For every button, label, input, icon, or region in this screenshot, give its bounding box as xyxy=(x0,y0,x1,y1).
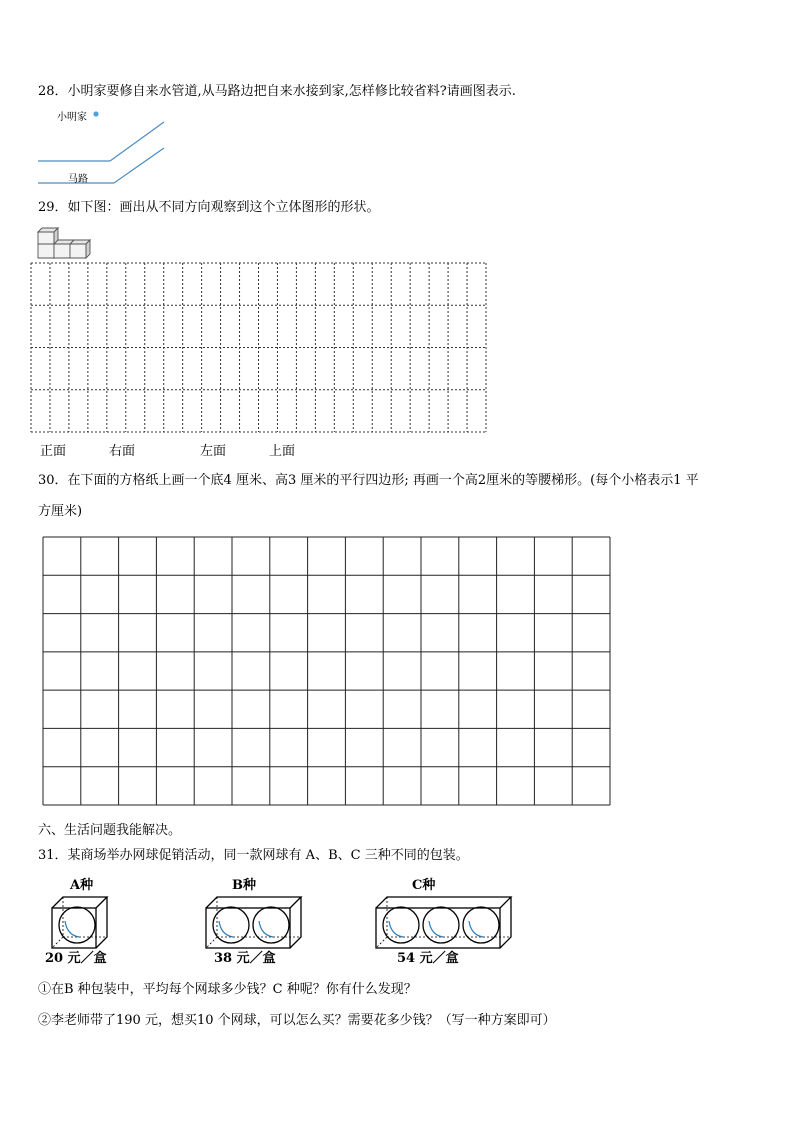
tennis-ball xyxy=(463,907,499,943)
q28-diagram xyxy=(30,106,180,190)
q28-text: 28．小明家要修自来水管道,从马路边把自来水接到家,怎样修比较省料?请画图表示. xyxy=(38,84,516,99)
q29-text: 29．如下图：画出从不同方向观察到这个立体图形的形状。 xyxy=(38,200,380,215)
package-b-title: B种 xyxy=(232,878,256,893)
package-a-price: 20 元／盒 xyxy=(45,951,107,966)
package-box-1 xyxy=(206,897,301,948)
package-c-price: 54 元／盒 xyxy=(397,951,459,966)
view-label-front: 正面 xyxy=(40,444,67,459)
view-label-top: 上面 xyxy=(269,444,296,459)
q30-text-line2: 方厘米) xyxy=(38,504,83,519)
tennis-ball xyxy=(59,907,95,943)
q30-text-line1: 30．在下面的方格纸上画一个底4 厘米、高3 厘米的平行四边形; 再画一个高2厘米的等腰梯形。(每个小格表示1 平 xyxy=(38,473,699,488)
q31-sub2: ②李老师带了190 元，想买10 个网球，可以怎么买？需要花多少钱？（写一种方案即可） xyxy=(38,1013,556,1028)
package-a-title: A种 xyxy=(70,878,94,893)
tennis-ball xyxy=(383,907,419,943)
road-label: 马路 xyxy=(68,174,88,185)
q31-sub1: ①在B 种包装中，平均每个网球多少钱？C 种呢？你有什么发现？ xyxy=(38,982,417,997)
tennis-ball xyxy=(213,907,249,943)
cube-figure xyxy=(36,222,100,262)
tennis-ball xyxy=(423,907,459,943)
q30-square-grid[interactable] xyxy=(43,537,611,807)
package-boxes xyxy=(40,894,510,950)
package-box-2 xyxy=(376,897,511,948)
q31-text: 31．某商场举办网球促销活动，同一款网球有 A、B、C 三种不同的包装。 xyxy=(38,848,469,863)
section-6-title: 六、生活问题我能解决。 xyxy=(38,823,182,838)
package-b-price: 38 元／盒 xyxy=(214,951,276,966)
package-box-0 xyxy=(52,897,107,948)
home-label: 小明家 xyxy=(57,112,87,123)
home-dot xyxy=(93,111,98,116)
q29-dotted-grid[interactable] xyxy=(31,263,487,433)
view-label-right: 右面 xyxy=(109,444,136,459)
view-label-left: 左面 xyxy=(200,444,227,459)
tennis-ball xyxy=(253,907,289,943)
package-c-title: C种 xyxy=(412,878,436,893)
